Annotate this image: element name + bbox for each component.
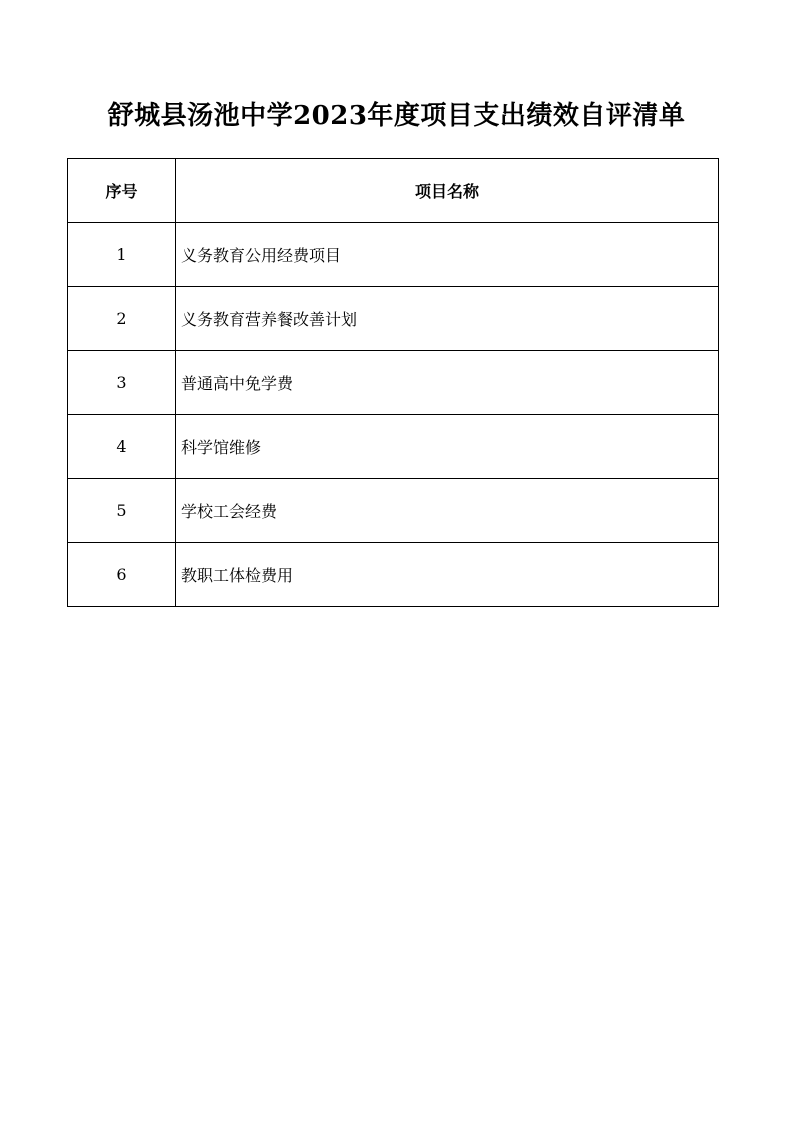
row-project-name: 义务教育营养餐改善计划 [176, 287, 719, 351]
table-row [68, 223, 719, 287]
row-project-name: 学校工会经费 [176, 479, 719, 543]
table-row [68, 287, 719, 351]
row-index: 4 [68, 415, 176, 479]
page-title: 舒城县汤池中学2023年度项目支出绩效自评清单 [107, 101, 686, 131]
row-project-name: 普通高中免学费 [176, 351, 719, 415]
row-index: 2 [68, 287, 176, 351]
table-row [68, 543, 719, 607]
row-project-name: 科学馆维修 [176, 415, 719, 479]
row-project-name: 义务教育公用经费项目 [176, 223, 719, 287]
header-project-name: 项目名称 [176, 159, 719, 223]
table-row [68, 351, 719, 415]
row-index: 3 [68, 351, 176, 415]
header-index: 序号 [68, 159, 176, 223]
row-index: 6 [68, 543, 176, 607]
row-index: 5 [68, 479, 176, 543]
row-index: 1 [68, 223, 176, 287]
project-table [67, 158, 719, 607]
table-row [68, 479, 719, 543]
table-header-row [68, 159, 719, 223]
row-project-name: 教职工体检费用 [176, 543, 719, 607]
table-row [68, 415, 719, 479]
